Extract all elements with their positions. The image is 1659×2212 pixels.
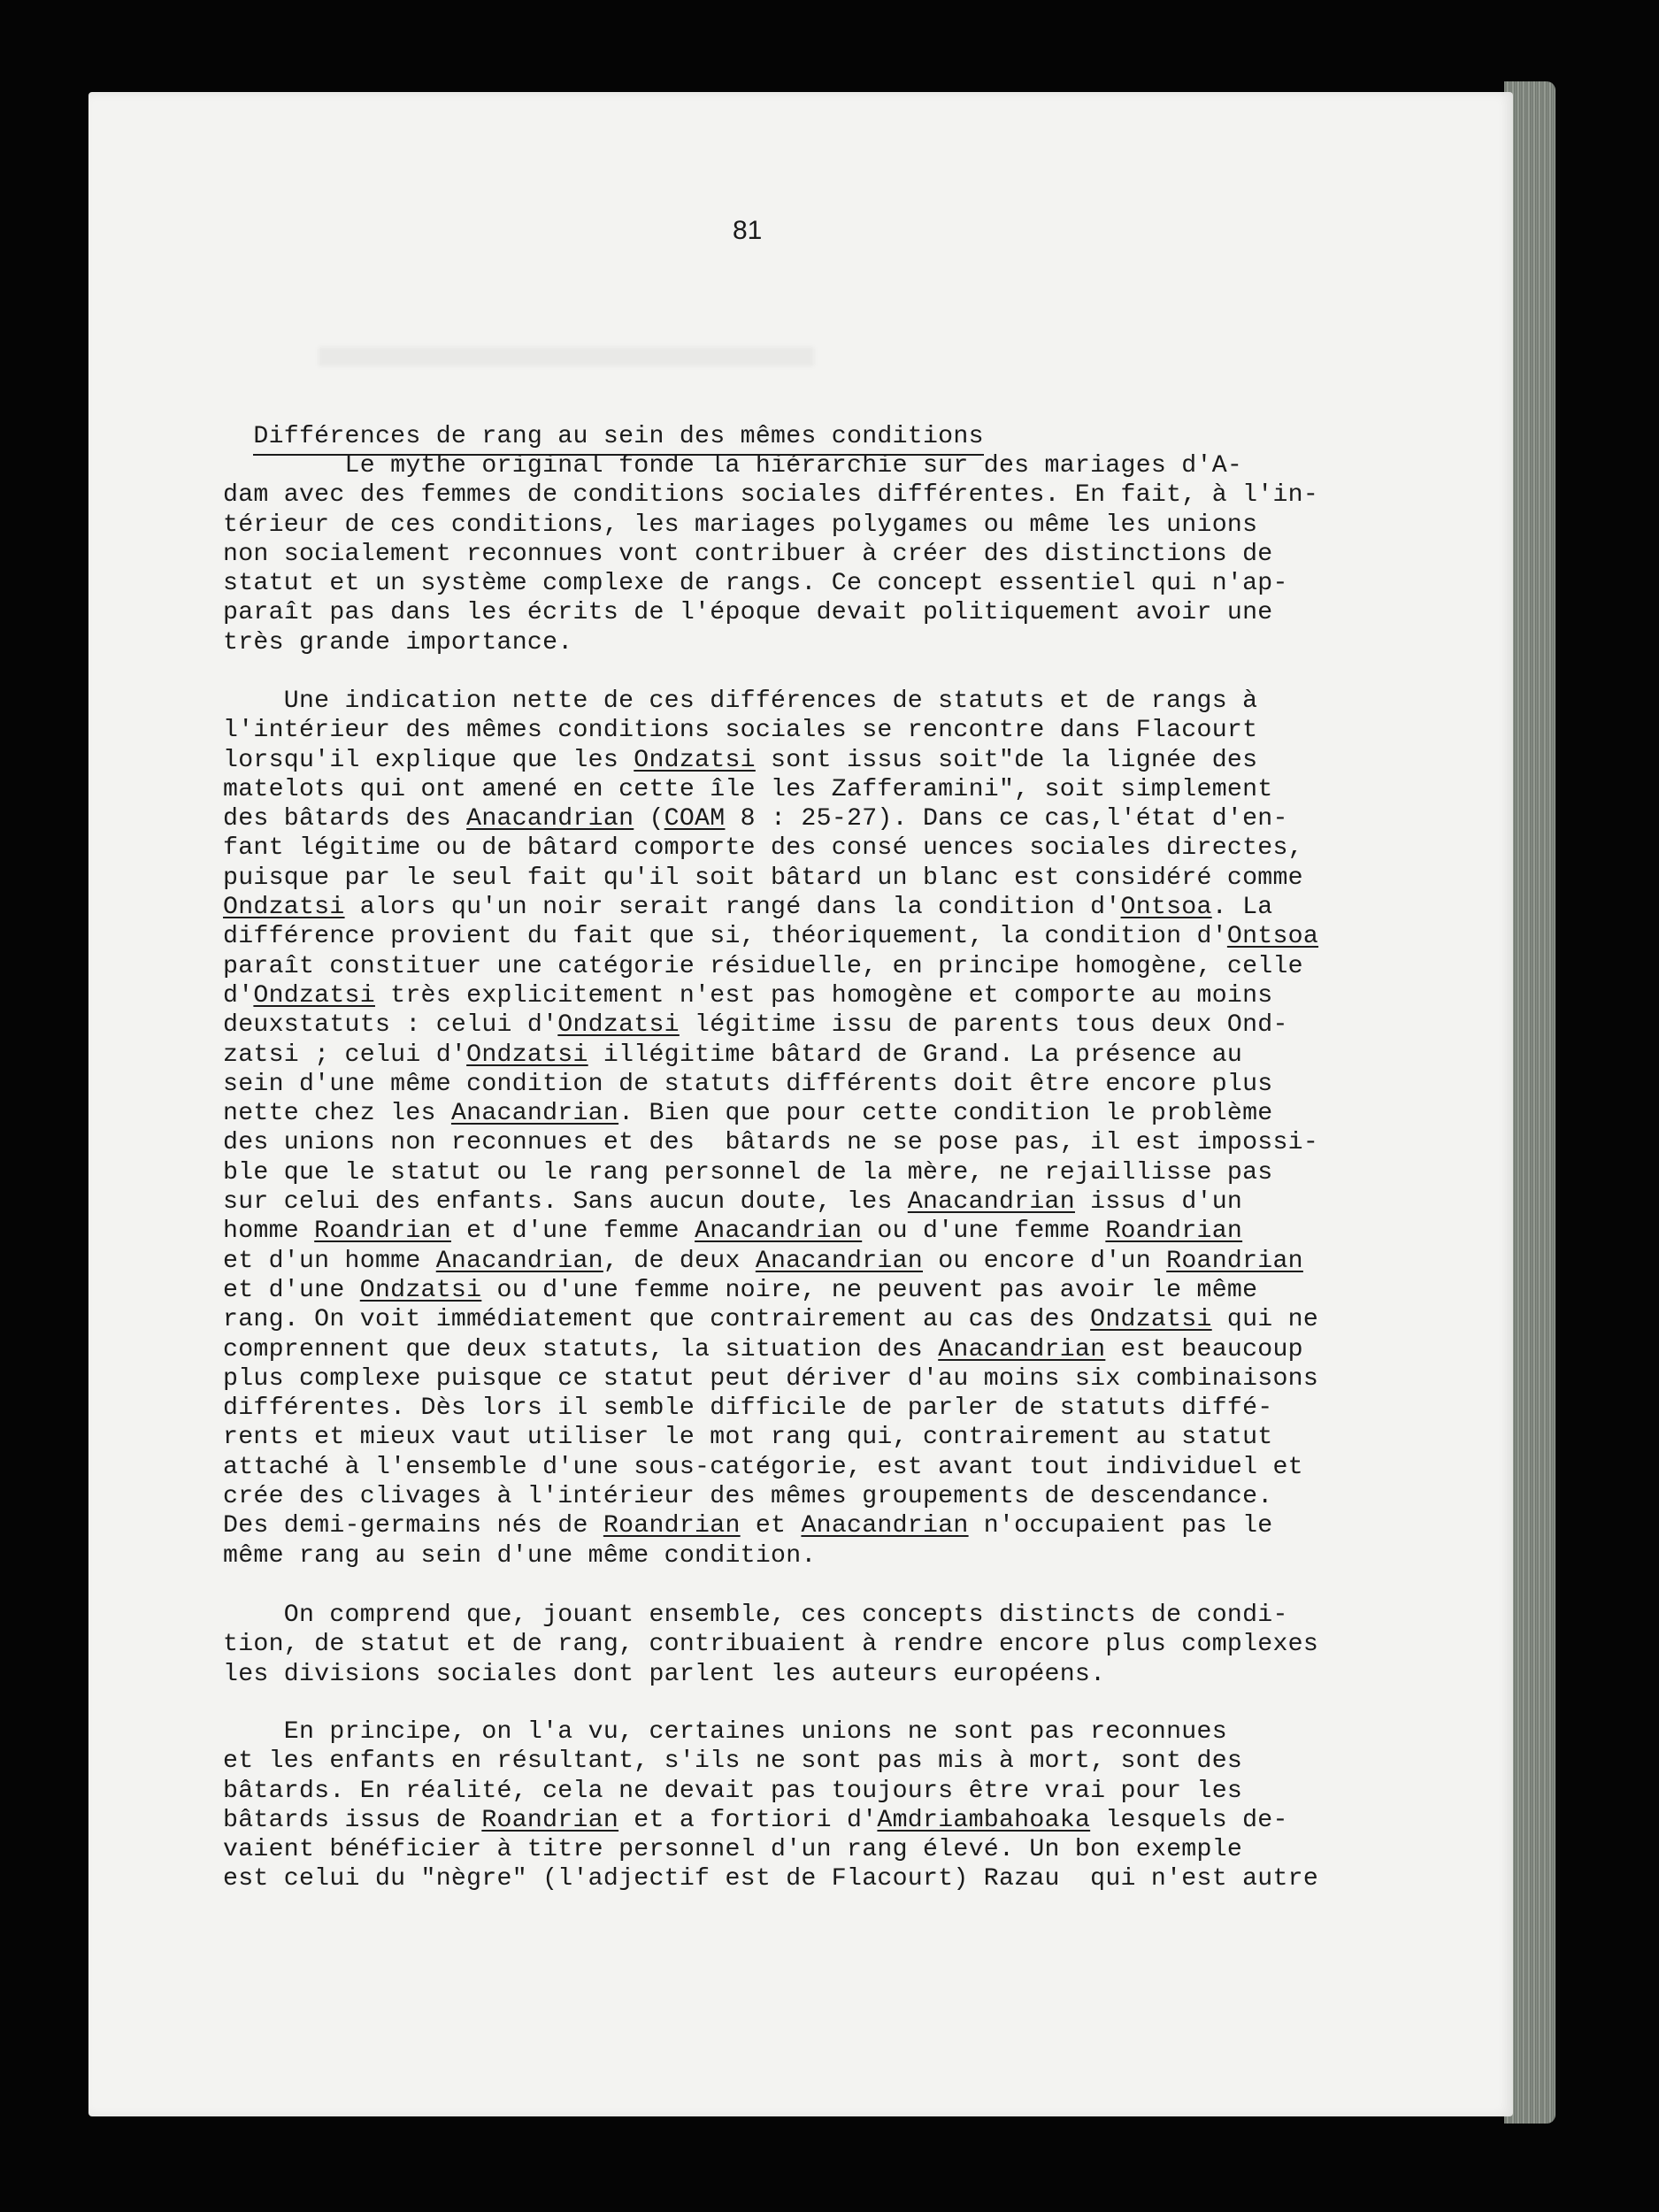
paragraph-1 [223,451,1318,657]
text-line: fant légitime ou de bâtard comporte des consé uences sociales directes, [223,834,1303,863]
text-line: deuxstatuts : celui d'Ondzatsi légitime issu de parents tous deux Ond- [223,1011,1288,1040]
text-line: paraît pas dans les écrits de l'époque devait politiquement avoir une [223,599,1273,627]
text-line: Ondzatsi alors qu'un noir serait rangé dans la condition d'Ontsoa. La [223,894,1273,922]
text-line: comprennent que deux statuts, la situation des Anacandrian est beaucoup [223,1335,1303,1363]
text-line: lorsqu'il explique que les Ondzatsi sont issus soit"de la lignée des [223,746,1258,774]
text-line: paraît constituer une catégorie résiduelle, en principe homogène, celle [223,952,1303,980]
text-line: rang. On voit immédiatement que contrairement au cas des Ondzatsi qui ne [223,1306,1319,1334]
paragraph-2 [223,687,1318,1571]
text-line: sur celui des enfants. Sans aucun doute, les Anacandrian issus d'un [223,1188,1243,1217]
text-line: d'Ondzatsi très explicitement n'est pas homogène et comporte au moins [223,981,1273,1010]
text-line: l'intérieur des mêmes conditions sociales se rencontre dans Flacourt [223,717,1258,745]
text-line: plus complexe puisque ce statut peut dériver d'au moins six combinaisons [223,1364,1319,1393]
text-line: les divisions sociales dont parlent les auteurs européens. [223,1660,1106,1688]
text-line: matelots qui ont amené en cette île les Zafferamini", soit simplement [223,775,1273,803]
text-line: crée des clivages à l'intérieur des mêmes groupements de descendance. [223,1483,1273,1511]
text-line: Le mythe original fonde la hiérarchie sur des mariages d'A- [223,452,1243,480]
text-line: bâtards. En réalité, cela ne devait pas toujours être vrai pour les [223,1777,1243,1805]
text-line: attaché à l'ensemble d'une sous-catégorie, est avant tout individuel et [223,1453,1303,1481]
paragraph-4 [223,1717,1318,1894]
text-line: nette chez les Anacandrian. Bien que pour cette condition le problème [223,1100,1273,1128]
text-line: des unions non reconnues et des bâtards ne se pose pas, il est impossi- [223,1129,1319,1157]
text-line: Des demi-germains nés de Roandrian et Anacandrian n'occupaient pas le [223,1512,1273,1540]
text-line: et d'un homme Anacandrian, de deux Anacandrian ou encore d'un Roandrian [223,1247,1303,1275]
text-line: statut et un système complexe de rangs. Ce concept essentiel qui n'ap- [223,570,1288,598]
text-line: dam avec des femmes de conditions sociales différentes. En fait, à l'in- [223,481,1319,510]
text-line: zatsi ; celui d'Ondzatsi illégitime bâtard de Grand. La présence au [223,1041,1243,1069]
text-line: homme Roandrian et d'une femme Anacandrian ou d'une femme Roandrian [223,1217,1243,1246]
text-line: et les enfants en résultant, s'ils ne sont pas mis à mort, sont des [223,1747,1243,1776]
text-line: différentes. Dès lors il semble difficile de parler de statuts diffé- [223,1394,1273,1423]
text-line: puisque par le seul fait qu'il soit bâtard un blanc est considéré comme [223,864,1303,892]
text-line: En principe, on l'a vu, certaines unions ne sont pas reconnues [223,1718,1227,1746]
text-line: très grande importance. [223,628,573,657]
bleed-through-text [319,347,814,366]
text-line: non socialement reconnues vont contribuer à créer des distinctions de [223,540,1273,568]
text-line: ble que le statut ou le rang personnel de la mère, ne rejaillisse pas [223,1158,1273,1187]
text-line: rents et mieux vaut utiliser le mot rang qui, contrairement au statut [223,1424,1273,1452]
text-line: des bâtards des Anacandrian (COAM 8 : 25-27). Dans ce cas,l'état d'en- [223,805,1288,833]
section-heading [223,393,984,452]
text-line: différence provient du fait que si, théoriquement, la condition d'Ontsoa [223,923,1319,951]
text-line: térieur de ces conditions, les mariages polygames ou même les unions [223,511,1258,539]
text-line: sein d'une même condition de statuts différents doit être encore plus [223,1070,1273,1098]
section-heading-text: Différences de rang au sein des mêmes conditions [253,423,983,456]
text-line: tion, de statut et de rang, contribuaient à rendre encore plus complexes [223,1631,1319,1659]
text-line: même rang au sein d'une même condition. [223,1541,817,1570]
text-line: et d'une Ondzatsi ou d'une femme noire, ne peuvent pas avoir le même [223,1276,1258,1304]
text-line: On comprend que, jouant ensemble, ces concepts distincts de condi- [223,1601,1288,1629]
text-line: vaient bénéficier à titre personnel d'un rang élevé. Un bon exemple [223,1836,1243,1864]
text-line: est celui du "nègre" (l'adjectif est de Flacourt) Razau qui n'est autre [223,1865,1319,1893]
text-line: bâtards issus de Roandrian et a fortiori d'Amdriambahoaka lesquels de- [223,1806,1288,1834]
page-number: 81 [733,216,763,245]
paragraph-3 [223,1601,1318,1689]
text-line: Une indication nette de ces différences de statuts et de rangs à [223,687,1258,715]
